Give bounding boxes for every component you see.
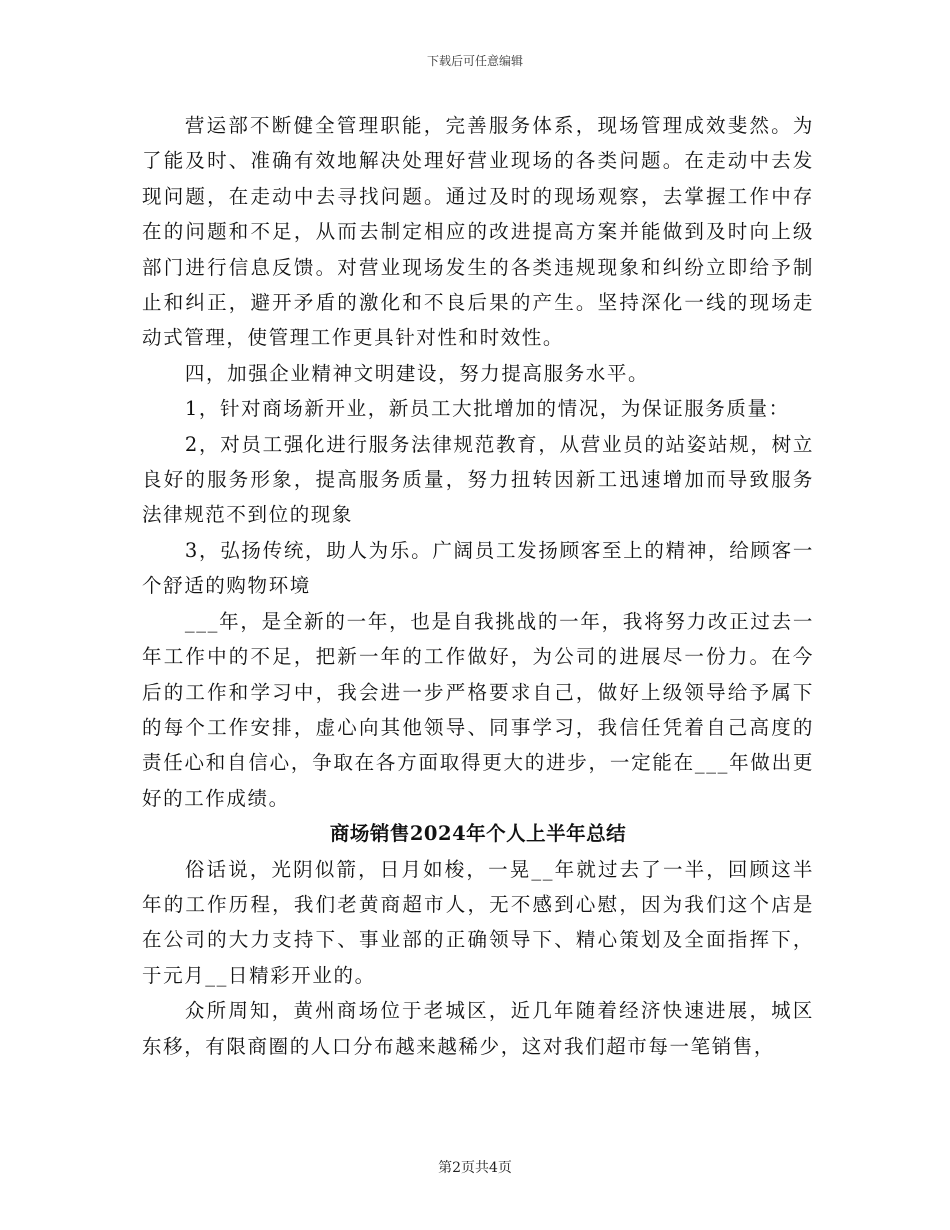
paragraph-summary-intro: 俗话说，光阴似箭，日月如梭，一晃__年就过去了一半，回顾这半年的工作历程，我们老黄商超市人，无不感到心慰，因为我们这个店是在公司的大力支持下、事业部的正确领导下、精心策划及全面指挥下，于元月__日精彩开业的。 xyxy=(142,857,814,987)
paragraph-section-four: 四，加强企业精神文明建设，努力提高服务水平。 xyxy=(184,361,650,385)
paragraph-new-year: ___年，是全新的一年，也是自我挑战的一年，我将努力改正过去一年工作中的不足，把新一年的工作做好，为公司的进展尽一份力。在今后的工作和学习中，我会进一步严格要求自己，做好上级领导给予属下的每个工作安排，虚心向其他领导、同事学习，我信任凭着自己高度的责任心和自信心，争取在各方面取得更大的进步，一定能在___年做出更好的工作成绩。 xyxy=(142,609,814,810)
page-header: 下载后可任意编辑 xyxy=(426,54,523,68)
document-body xyxy=(142,108,814,1064)
page-footer: 第2页共4页 xyxy=(438,1160,512,1176)
paragraph-management: 营运部不断健全管理职能，完善服务体系，现场管理成效斐然。为了能及时、准确有效地解决处理好营业现场的各类问题。在走动中去发现问题，在走动中去寻找问题。通过及时的现场观察，去掌握工作中存在的问题和不足，从而去制定相应的改进提高方案并能做到及时向上级部门进行信息反馈。对营业现场发生的各类违规现象和纠纷立即给予制止和纠正，避开矛盾的激化和不良后果的产生。坚持深化一线的现场走动式管理，使管理工作更具针对性和时效性。 xyxy=(142,114,814,350)
paragraph-item-2: 2，对员工强化进行服务法律规范教育，从营业员的站姿站规，树立良好的服务形象，提高服务质量，努力扭转因新工迅速增加而导致服务法律规范不到位的现象 xyxy=(142,432,814,527)
paragraph-summary-location: 众所周知，黄州商场位于老城区，近几年随着经济快速进展，城区东移，有限商圈的人口分布越来越稀少，这对我们超市每一笔销售， xyxy=(142,999,814,1058)
paragraph-item-3: 3，弘扬传统，助人为乐。广阔员工发扬顾客至上的精神，给顾客一个舒适的购物环境 xyxy=(142,538,814,598)
paragraph-item-1: 1，针对商场新开业，新员工大批增加的情况，为保证服务质量： xyxy=(184,397,790,421)
section-title: 商场销售2024年个人上半年总结 xyxy=(329,822,627,846)
